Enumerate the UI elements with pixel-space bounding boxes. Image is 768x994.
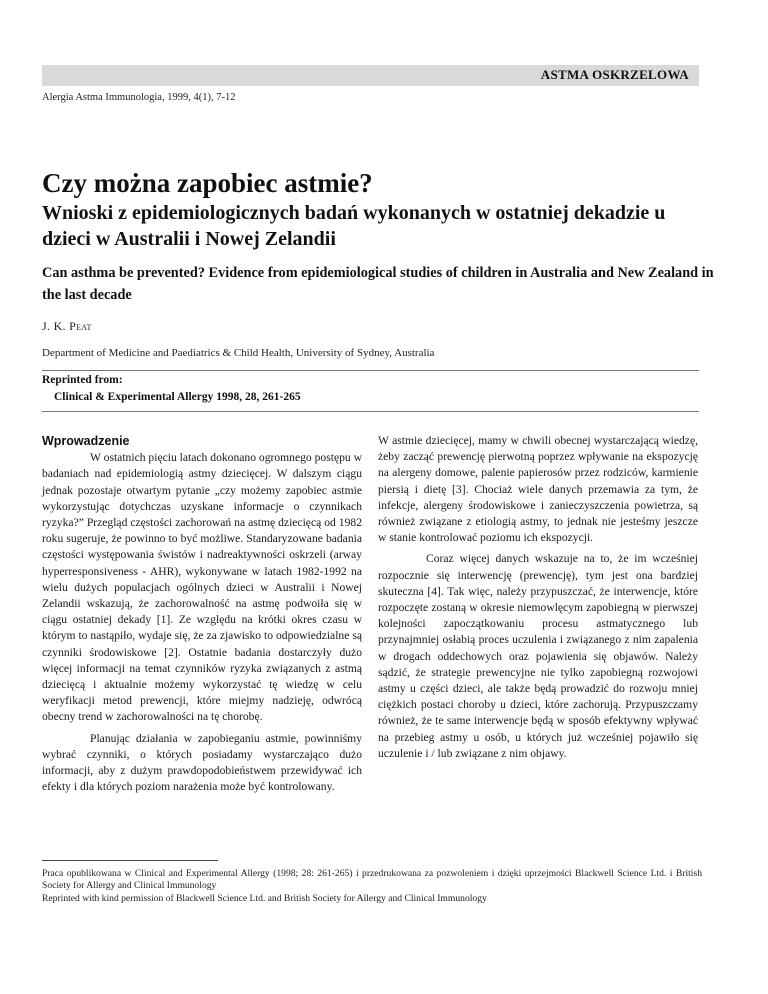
section-heading-introduction: Wprowadzenie <box>42 434 130 448</box>
footnote-divider <box>42 860 218 861</box>
article-subtitle: Wnioski z epidemiologicznych badań wykonanych w ostatniej dekadzie u dzieci w Australii i Nowej Zelandii <box>42 202 666 250</box>
author-name: J. K. Peat <box>42 319 92 333</box>
section-header-bar <box>42 65 699 86</box>
body-paragraph: W astmie dziecięcej, mamy w chwili obecnej wystarczającą wiedzę, żeby zacząć prewencję pierwotną poprzez wpływanie na ekspozycję na alergeny domowe, palenie papierosów przez rodziców, karmienie piersią i dietę [3]. Chociaż wiele danych przemawia za tym, że infekcje, alergeny środowiskowe i zanieczyszczenia powietrza, są również związane z etiologią astmy, to jednak nie jesteśmy jeszcze w stanie kontrolować poziomu ich ekspozycji. <box>378 434 698 545</box>
reprint-label: Reprinted from: <box>42 374 123 386</box>
body-paragraph: Coraz więcej danych wskazuje na to, że im wcześniej rozpocznie się interwencję (prewencję), tym jest ona bardziej skuteczna [4]. Tak więc, należy przypuszczać, że interwencje, które rozpoczęte zostaną w okresie niemowlęcym zapobiegną w pierwszej kolejności zapoczątkowaniu procesu astmatycznego lub przynajmniej osłabią proces uczulenia i związanego z nim zapalenia w drogach oddechowych oraz pojawienia się objawów. Należy sądzić, że strategie prewencyjne nie tylko zapobiegną rozwojowi astmy u części dzieci, ale także będą prowadzić do rozwoju mniej ciężkich postaci choroby u dzieci, które zachorują. Przypuszczamy również, że te same interwencje będą w sposób efektywny wpływać na przebieg astmy u osób, u których już wcześniej pojawiło się uczulenie i / lub związane z nim objawy. <box>378 552 698 760</box>
footnote-text-polish: Praca opublikowana w Clinical and Experimental Allergy (1998; 28: 261-265) i przedrukowana za pozwoleniem i dzięki uprzejmości Blackwell Science Ltd. i British Society for Allergy and Clinical Immunology <box>42 868 702 892</box>
body-paragraph: W ostatnich pięciu latach dokonano ogromnego postępu w badaniach nad epidemiologią astmy dziecięcej. W dalszym ciągu jednak pozostaje otwartym pytanie „czy możemy zapobiec astmie wykorzystując dotychczas uzyskane informacje o czynnikach ryzyka?” Przegląd częstości zachorowań na astmę dziecięcą od 1982 roku sugeruje, że powinno to być możliwe. Standaryzowane badania częstości występowania świstów i nadreaktywności oskrzeli (arway hyperresponsiveness - AHR), wykonywane w latach 1982-1992 na wielu dużych populacjach ogólnych dzieci w Australii i Nowej Zelandii wskazują, że zachorowalność na astmę podwoiła się w ciągu ostatniej dekady [1]. Ze względu na krótki okres czasu w którym to nastąpiło, wydaje się, że za zjawisko to odpowiedzialne są czynniki środowiskowe [2]. Ostatnie badania dostarczyły dużo więcej informacji na temat czynników ryzyka związanych z astmą dziecięcą i aktualnie możemy wykorzystać tę wiedzę w celu weryfikacji metod prewencji, które miejmy nadzieję, odwrócą obecny trend w zachorowalności na tę chorobę. <box>42 451 362 724</box>
footnote <box>42 868 702 905</box>
footnote-text-english: Reprinted with kind permission of Blackwell Science Ltd. and British Society for Allergy and Clinical Immunology <box>42 892 487 904</box>
body-paragraph: Planując działania w zapobieganiu astmie, powinniśmy wybrać czynniki, o których posiadamy wystarczająco dużo informacji, aby z dużym prawdopodobieństwem przewidywać ich efekty i dla których poziom narażenia może być kontrolowany. <box>42 731 362 794</box>
english-title: Can asthma be prevented? Evidence from epidemiological studies of children in Australia and New Zealand in the last decade <box>42 265 714 303</box>
section-label: ASTMA OSKRZELOWA <box>540 67 689 82</box>
body-column-left <box>42 433 362 795</box>
divider-bottom <box>42 411 699 412</box>
body-column-right <box>378 433 698 762</box>
author-affiliation: Department of Medicine and Paediatrics & Child Health, University of Sydney, Australia <box>42 347 435 359</box>
article-title: Czy można zapobiec astmie? <box>42 168 373 198</box>
journal-citation: Alergia Astma Immunologia, 1999, 4(1), 7-12 <box>42 92 236 103</box>
reprint-source: Clinical & Experimental Allergy 1998, 28, 261-265 <box>54 391 301 403</box>
divider-top <box>42 370 699 371</box>
